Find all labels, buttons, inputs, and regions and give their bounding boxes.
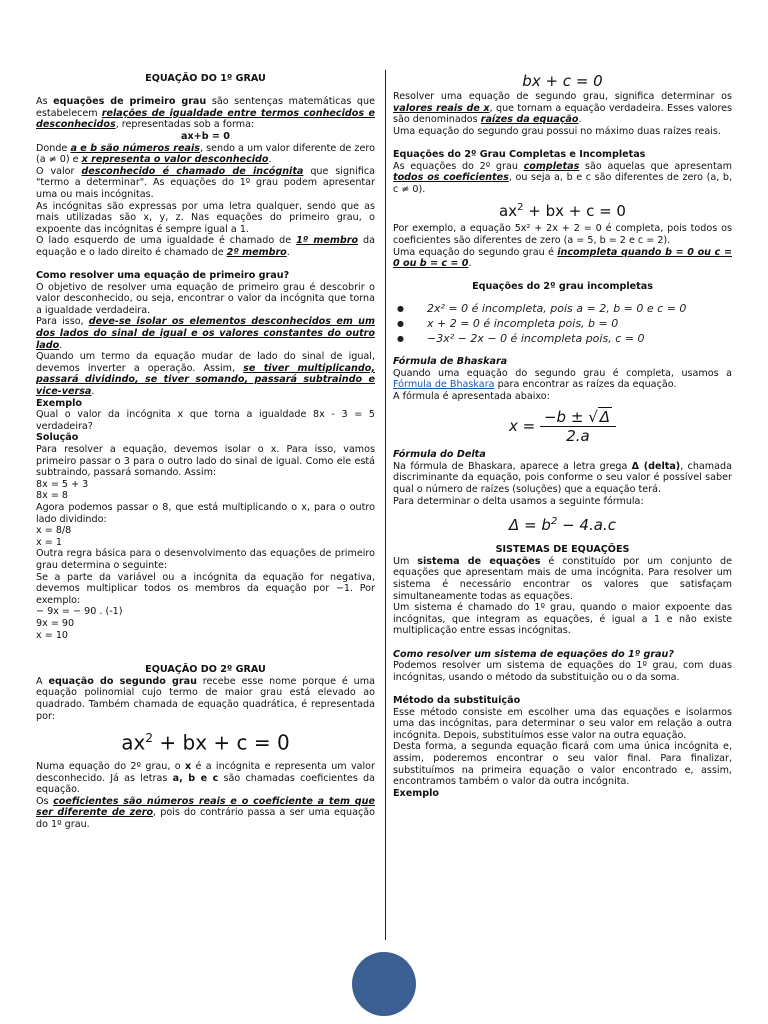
heading-bhaskara: Fórmula de Bhaskara	[393, 355, 508, 367]
heading-completas-incompletas: Equações do 2º Grau Completas e Incompletas	[393, 148, 646, 160]
paragraph-negativa: Se a parte da variável ou a incógnita da equação for negativa, devemos multiplicar todos os membros da equação por −1. Por exemplo:	[36, 571, 375, 606]
list-item: ● 2x² = 0 é incompleta, pois a = 2, b = 0 e c = 0	[393, 301, 732, 316]
step-9x-90: 9x = 90	[36, 617, 75, 629]
link-formula-bhaskara[interactable]: Fórmula de Bhaskara	[393, 379, 495, 391]
paragraph-intro: As equações de primeiro grau são sentenças matemáticas que estabelecem relações de igualdade entre termos conhecidos e desconhecidos, representadas sob a forma:	[36, 96, 375, 131]
heading-delta: Fórmula do Delta	[393, 449, 486, 461]
paragraph-sistema-1-grau: Um sistema é chamado do 1º grau, quando o maior expoente das incógnitas, que integram as equações, é igual a 1 e não existe multiplicação entre essas incógnitas.	[393, 602, 732, 637]
heading-substituicao: Método da substituição	[393, 694, 521, 706]
paragraph-resolver: Resolver uma equação de segundo grau, significa determinar os valores reais de x, que tornam a equação verdadeira. Esses valores são denominados raízes da equação.	[393, 91, 732, 126]
step-8x-5-3: 8x = 5 + 3	[36, 478, 89, 490]
paragraph-sistema: Um sistema de equações é constituído por um conjunto de equações que apresentam mais de uma incógnita. Para resolver um sistema é necessário encontrar os valores que satisfaçam simultaneamente todas as equações.	[393, 555, 733, 602]
paragraph-solucao-2: Agora podemos passar o 8, que está multiplicando o x, para o outro lado dividindo:	[36, 501, 375, 525]
paragraph-membros: O lado esquerdo de uma igualdade é chamado de 1º membro da equação e o lado direito é chamado de 2º membro.	[36, 235, 375, 258]
paragraph-objetivo: O objetivo de resolver uma equação de primeiro grau é descobrir o valor desconhecido, ou seja, encontrar o valor da incógnita que torna a igualdade verdadeira.	[36, 281, 375, 316]
paragraph-isolar: Para isso, deve-se isolar os elementos desconhecidos em um dos lados do sinal de igual e os valores constantes do outro lado.	[36, 316, 375, 351]
step-x-10: x = 10	[36, 629, 69, 641]
list-item: ● −3x² − 2x − 0 é incompleta pois, c = 0	[393, 331, 732, 346]
formula-bx-c: bx + c = 0	[522, 72, 603, 90]
paragraph-determinar-delta: Para determinar o delta usamos a seguinte fórmula:	[393, 495, 644, 507]
paragraph-exemplo-completa: Por exemplo, a equação 5x² + 2x + 2 = 0 é completa, pois todos os coeficientes são diferentes de zero (a = 5, b = 2 e c = 2).	[393, 223, 732, 246]
formula-quadratica: $ax^2$ + bx + c = 0	[121, 730, 290, 755]
paragraph-coeficientes: Numa equação do 2º grau, o x é a incógnita e representa um valor desconhecido. Já as letras a, b e c são chamadas coeficientes da equação.	[36, 760, 376, 796]
paragraph-duas-raizes: Uma equação do segundo grau possui no máximo duas raízes reais.	[393, 125, 721, 137]
paragraph-substituicao-2: Desta forma, a segunda equação ficará com uma única incógnita e, assim, poderemos encontrar o seu valor final. Para finalizar, substituímos na primeira equação o valor encontrado e, assim, encontramos também o valor da outra incógnita.	[393, 741, 732, 788]
paragraph-solucao-1: Para resolver a equação, devemos isolar o x. Para isso, vamos primeiro passar o 3 para o outro lado do sinal de igual. Como ele está subtraindo, passará somando. Assim:	[36, 444, 375, 479]
paragraph-metodos: Podemos resolver um sistema de equações do 1º grau, com duas incógnitas, usando o método da substituição ou o da soma.	[393, 660, 732, 683]
label-exemplo-sistema: Exemplo	[393, 787, 439, 799]
paragraph-exemplo: Qual o valor da incógnita x que torna a igualdade 8x - 3 = 5 verdadeira?	[36, 409, 375, 432]
paragraph-inverter: Quando um termo da equação mudar de lado do sinal de igual, devemos inverter a operação. Assim, se tiver multiplicando, passará dividindo, se tiver somando, passará subtraindo e vice-versa.	[36, 351, 375, 398]
step-neg-9x: − 9x = − 90 . (-1)	[36, 606, 123, 618]
paragraph-segundo-grau: A equação do segundo grau recebe esse nome porque é uma equação polinomial cujo termo de maior grau está elevado ao quadrado. Também chamada de equação quadrática, é representada por:	[36, 675, 375, 722]
formula-bhaskara: x = $\frac{-b \pm √ \Delta}{2.a}$	[393, 408, 732, 445]
paragraph-letras: As incógnitas são expressas por uma letra qualquer, sendo que as mais utilizadas são x, y, z. Nas equações do primeiro grau, o expoente das incógnitas é sempre igual a 1.	[36, 200, 375, 235]
step-x-8-8: x = 8/8	[36, 525, 72, 537]
label-solucao: Solução	[36, 432, 79, 444]
title-equacao-2-grau: EQUAÇÃO DO 2º GRAU	[145, 664, 266, 676]
page-circle-badge	[352, 952, 416, 1016]
paragraph-coeficiente-a: Os coeficientes são números reais e o coeficiente a tem que ser diferente de zero, pois do contrário passa a ser uma equação do 1º grau.	[36, 795, 375, 830]
paragraph-outra-regra: Outra regra básica para o desenvolvimento das equações de primeiro grau determina o seguinte:	[36, 548, 375, 571]
right-column	[393, 72, 732, 799]
paragraph-formula-abaixo: A fórmula é apresentada abaixo:	[393, 390, 550, 402]
list-item: ● x + 2 = 0 é incompleta pois, b = 0	[393, 316, 732, 331]
column-divider	[385, 70, 386, 940]
paragraph-incompleta: Uma equação do segundo grau é incompleta quando b = 0 ou c = 0 ou b = c = 0.	[393, 246, 732, 270]
title-sistemas: SISTEMAS DE EQUAÇÕES	[495, 544, 630, 556]
paragraph-donde: Donde a e b são números reais, sendo a um valor diferente de zero (a ≠ 0) e x representa o valor desconhecido.	[36, 142, 375, 166]
heading-resolver-sistema: Como resolver um sistema de equações do 1º grau?	[393, 648, 674, 660]
heading-incompletas: Equações do 2º grau incompletas	[472, 281, 653, 293]
label-exemplo: Exemplo	[36, 397, 82, 409]
title-equacao-1-grau: EQUAÇÃO DO 1º GRAU	[145, 73, 266, 84]
paragraph-completas: As equações do 2º grau completas são aquelas que apresentam todos os coeficientes, ou seja a, b e c são diferentes de zero (a, b, c ≠ 0).	[393, 160, 733, 195]
paragraph-incognita: O valor desconhecido é chamado de incógnita que significa "termo a determinar". As equações do 1º grau podem apresentar uma ou mais incógnitas.	[36, 165, 375, 200]
step-x-1: x = 1	[36, 536, 62, 548]
incomplete-examples-list	[393, 301, 732, 346]
formula-completa: $ax^2$ + bx + c = 0	[499, 202, 626, 221]
step-8x-8: 8x = 8	[36, 490, 69, 502]
left-column	[36, 73, 375, 830]
paragraph-bhaskara: Quando uma equação do segundo grau é completa, usamos a Fórmula de Bhaskara para encontrar as raízes da equação.	[393, 367, 732, 391]
heading-como-resolver: Como resolver uma equação de primeiro grau?	[36, 270, 290, 282]
formula-ax-b: ax+b = 0	[181, 130, 230, 142]
formula-delta: $\Delta = b^2 - 4.a.c$	[509, 516, 616, 535]
paragraph-substituicao-1: Esse método consiste em escolher uma das equações e isolarmos uma das incógnitas, para determinar o seu valor em relação a outra incógnita. Depois, substituímos esse valor na outra equação.	[393, 706, 732, 741]
paragraph-delta: Na fórmula de Bhaskara, aparece a letra grega Δ (delta), chamada discriminante da equação, pois conforme o seu valor é possível saber qual o número de raízes (soluções) que a equação terá.	[393, 460, 732, 496]
